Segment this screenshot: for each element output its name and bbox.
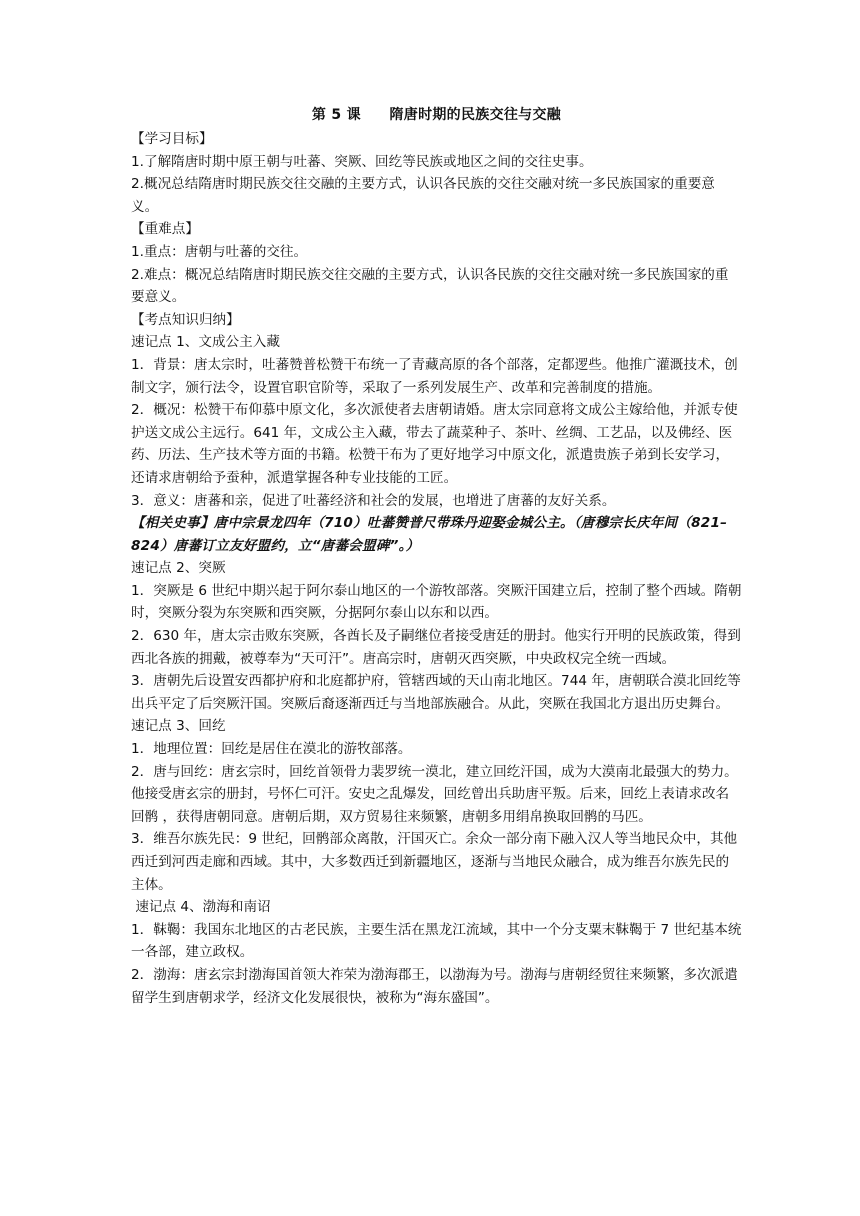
key-point-item-2: 2.难点：概况总结隋唐时期民族交往交融的主要方式，认识各民族的交往交融对统一多民族国家的重要意义。 [131, 266, 729, 306]
section-title-3: 速记点 3、回纥 [131, 718, 226, 735]
section-title-1: 速记点 1、文成公主入藏 [131, 334, 280, 351]
section-title-2: 速记点 2、突厥 [131, 560, 226, 577]
section-2-item-2: 2．630 年，唐太宗击败东突厥，各酋长及子嗣继位者接受唐廷的册封。他实行开明的民族政策，得到西北各族的拥戴，被尊奉为“天可汗”。唐高宗时，唐朝灭西突厥，中央政权完全统一西域。 [131, 628, 741, 667]
objective-item-2: 2.概况总结隋唐时期民族交往交融的主要方式，认识各民族的交往交融对统一多民族国家的重要意义。 [131, 176, 715, 215]
key-point-item-1: 1.重点：唐朝与吐蕃的交往。 [131, 243, 308, 260]
section-1-item-3: 3．意义：唐蕃和亲，促进了吐蕃经济和社会的发展，也增进了唐蕃的友好关系。 [131, 492, 616, 509]
objective-item-1: 1.了解隋唐时期中原王朝与吐蕃、突厥、回纥等民族或地区之间的交往史事。 [131, 153, 593, 170]
section-1-item-1: 1．背景：唐太宗时，吐蕃赞普松赞干布统一了青藏高原的各个部落，定都逻些。他推广灌溉技术，创制文字，颁行法令，设置官职官阶等，采取了一系列发展生产、改革和完善制度的措施。 [131, 356, 738, 396]
related-history-note: 【相关史事】唐中宗景龙四年（710）吐蕃赞普尺带珠丹迎娶金城公主。（唐穆宗长庆年间（821–824）唐蕃订立友好盟约，立“唐蕃会盟碑”。） [131, 515, 728, 554]
section-title-4: 速记点 4、渤海和南诏 [131, 899, 271, 916]
section-3-item-2: 2．唐与回纥：唐玄宗时，回纥首领骨力裴罗统一漠北，建立回纥汗国，成为大漠南北最强大的势力。他接受唐玄宗的册封，号怀仁可汗。安史之乱爆发，回纥曾出兵助唐平叛。后来，回纥上表请求改名回鹘 ，获得唐朝同意。唐朝后期，双方贸易往来频繁，唐朝多用绢帛换取回鹘的马匹。 [131, 763, 738, 825]
section-4-item-2: 2．渤海：唐玄宗封渤海国首领大祚荣为渤海郡王，以渤海为号。渤海与唐朝经贸往来频繁，多次派遣留学生到唐朝求学，经济文化发展很快，被称为“海东盛国”。 [131, 966, 738, 1006]
section-2-item-3: 3．唐朝先后设置安西都护府和北庭都护府，管辖西域的天山南北地区。744 年，唐朝联合漠北回纥等出兵平定了后突厥汗国。突厥后裔逐渐西迁与当地部族融合。从此，突厥在我国北方退出历史舞台。 [131, 673, 741, 712]
summary-heading: 【考点知识归纳】 [131, 311, 240, 328]
section-3-item-3: 3．维吾尔族先民：9 世纪，回鹘部众离散，汗国灭亡。余众一部分南下融入汉人等当地民众中，其他西迁到河西走廊和西域。其中，大多数西迁到新疆地区，逐渐与当地民众融合，成为维吾尔族先民的主体。 [131, 831, 738, 893]
section-3-item-1: 1．地理位置：回纥是居住在漠北的游牧部落。 [131, 741, 412, 758]
section-1-item-2: 2．概况：松赞干布仰慕中原文化，多次派使者去唐朝请婚。唐太宗同意将文成公主嫁给他，并派专使护送文成公主远行。641 年，文成公主入藏，带去了蔬菜种子、茶叶、丝绸、工艺品，以及佛经、医药、历法、生产技术等方面的书籍。松赞干布为了更好地学习中原文化，派遣贵族子弟到长安学习，还请求唐朝给予蚕种，派遣掌握各种专业技能的工匠。 [131, 402, 738, 486]
section-2-item-1: 1．突厥是 6 世纪中期兴起于阿尔泰山地区的一个游牧部落。突厥汗国建立后，控制了整个西域。隋朝时，突厥分裂为东突厥和西突厥，分据阿尔泰山以东和以西。 [131, 582, 742, 622]
key-points-heading: 【重难点】 [131, 221, 199, 238]
section-4-item-1: 1．靺鞨：我国东北地区的古老民族，主要生活在黑龙江流域，其中一个分支粟末靺鞨于 7 世纪基本统一各部，建立政权。 [131, 921, 742, 961]
lesson-title: 第 5 课 隋唐时期的民族交往与交融 [311, 107, 562, 123]
objectives-heading: 【学习目标】 [131, 131, 213, 147]
